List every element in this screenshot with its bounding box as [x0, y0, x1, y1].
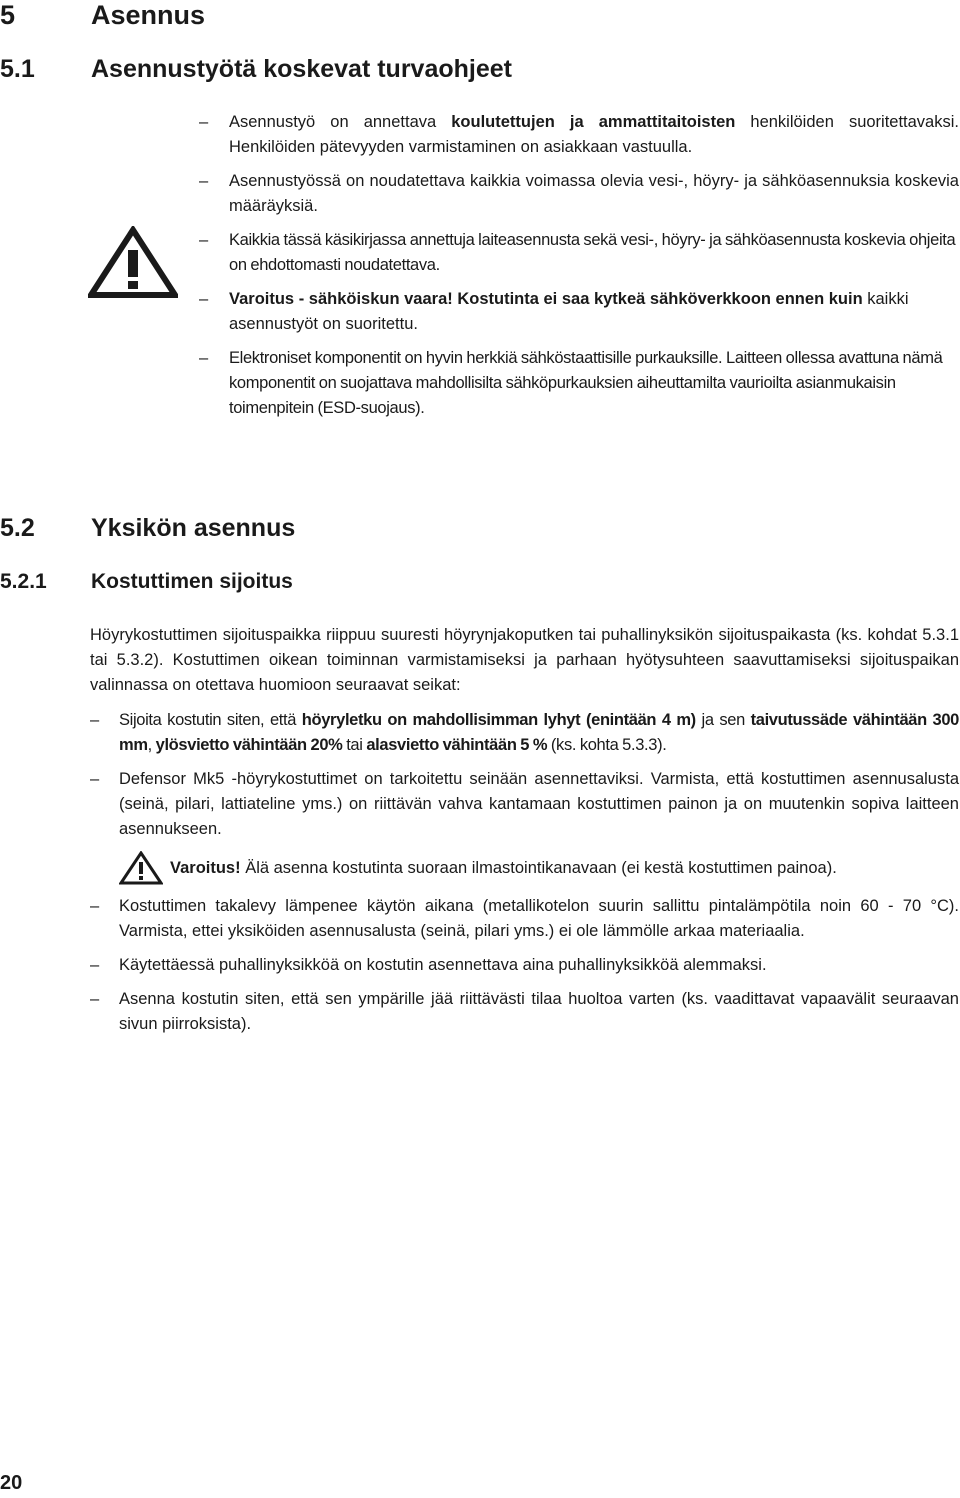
- section-number: 5.1: [0, 55, 35, 83]
- list-item: [90, 987, 959, 1037]
- section-number: 5.2.1: [0, 570, 47, 593]
- list-dash: –: [199, 113, 209, 131]
- section-title: Asennustyötä koskevat turvaohjeet: [91, 55, 512, 83]
- item-bold-text: Varoitus - sähköiskun vaara! Kostutinta ei saa kytkeä sähköverkkoon ennen kuin: [229, 290, 863, 308]
- section-number: 5.2: [0, 514, 35, 542]
- warning-note: [90, 851, 959, 885]
- list-dash: –: [90, 711, 99, 729]
- list-item: [199, 346, 959, 421]
- warning-label: Varoitus!: [170, 858, 241, 877]
- item-text: Käytettäessä puhallinyksikköä on kostutin asennettava aina puhallinyksikköä alemmaksi.: [119, 956, 767, 974]
- heading-section-5-2: [0, 513, 500, 543]
- list-item: [199, 169, 959, 219]
- heading-section-5: [0, 0, 400, 30]
- list-item: [199, 228, 959, 278]
- item-text: Sijoita kostutin siten, että: [119, 711, 302, 729]
- item-text: Asenna kostutin siten, että sen ympärille jää riittävästi tilaa huoltoa varten (ks. vaadittavat vapaavälit seuraavan sivun piirroksista).: [119, 990, 959, 1033]
- list-item: [90, 767, 959, 842]
- warning-triangle-icon: [88, 226, 178, 298]
- section-title: Asennus: [91, 0, 206, 30]
- item-text: kaikki asennustyöt on suoritettu.: [229, 290, 909, 333]
- section-number: 5: [0, 0, 16, 30]
- list-dash: –: [90, 990, 100, 1008]
- item-text: Kostuttimen takalevy lämpenee käytön aikana (metallikotelon suurin sallittu pintalämpötila noin 60 - 70 °C). Varmista, ettei yksiköiden asennusalusta (seinä, pilari yms.) ei ole lämmölle arkaa materiaalia.: [119, 897, 959, 940]
- item-text: ja sen: [695, 711, 751, 729]
- item-text: Kaikkia tässä käsikirjassa annettuja laiteasennusta sekä vesi-, höyry- ja sähköasennusta koskevia ohjeita on ehdottomasti noudatettava.: [229, 231, 956, 274]
- item-bold-text: ylösvietto vähintään 20%: [155, 736, 343, 754]
- warning-text: Älä asenna kostutinta suoraan ilmastointikanavaan (ei kestä kostuttimen painoa).: [240, 858, 837, 877]
- list-dash: –: [199, 231, 208, 249]
- item-bold-text: koulutettujen ja ammattitaitoisten: [451, 113, 736, 131]
- item-text: Defensor Mk5 -höyrykostuttimet on tarkoitettu seinään asennettaviksi. Varmista, että kostuttimen asennusalusta (seinä, pilari, lattiateline yms.) on riittävän vahva kantamaan kostuttimen painon ja on muutenkin sopiva laitteen asennukseen.: [119, 770, 959, 838]
- list-item: [199, 287, 959, 337]
- list-dash: –: [90, 956, 100, 974]
- list-dash: –: [199, 290, 209, 308]
- list-dash: –: [90, 770, 100, 788]
- item-bold-text: taivutussäde vähintään 300 mm: [119, 711, 959, 754]
- item-text: Asennustyö on annettava: [229, 113, 452, 131]
- list-dash: –: [199, 172, 209, 190]
- intro-paragraph: Höyrykostuttimen sijoituspaikka riippuu suuresti höyrynjakoputken tai puhallinyksikön sijoituspaikasta (ks. kohdat 5.3.1 tai 5.3.2). Kostuttimen oikean toiminnan varmistamiseksi ja parhaan hyötysuhteen saavuttamiseksi sijoituspaikan valinnassa on otettava huomioon seuraavat seikat:: [90, 626, 959, 694]
- item-text: Asennustyössä on noudatettava kaikkia voimassa olevia vesi-, höyry- ja sähköasennuksia koskevia määräyksiä.: [229, 172, 959, 215]
- item-bold-text: höyryletku on mahdollisimman lyhyt (enintään 4 m): [301, 711, 696, 729]
- list-item: [90, 708, 959, 758]
- list-item: [90, 953, 959, 978]
- item-text: Elektroniset komponentit on hyvin herkkiä sähköstaattisille purkauksille. Laitteen ollessa avattuna nämä komponentit on suojattava mahdollisilta sähköpurkauksien aiheuttamilta vaurioilta asianmukaisin toimenpitein (ESD-suojaus).: [229, 349, 943, 417]
- placement-list: [90, 708, 959, 1037]
- page-number: 20: [0, 1472, 23, 1494]
- list-dash: –: [199, 349, 208, 367]
- heading-section-5-1: [0, 54, 700, 84]
- list-item: [199, 110, 959, 160]
- safety-instructions-list: [199, 110, 959, 430]
- section-title: Kostuttimen sijoitus: [91, 570, 293, 593]
- item-text: tai: [342, 736, 367, 754]
- warning-triangle-icon: [119, 851, 163, 885]
- item-bold-text: alasvietto vähintään 5 %: [366, 736, 548, 754]
- list-item: [90, 894, 959, 944]
- item-text: ,: [147, 736, 156, 754]
- list-dash: –: [90, 897, 100, 915]
- item-text: (ks. kohta 5.3.3).: [547, 736, 667, 754]
- section-title: Yksikön asennus: [91, 514, 296, 542]
- item-text: henkilöiden suoritettavaksi. Henkilöiden pätevyyden varmistaminen on asiakkaan vastuulla.: [229, 113, 959, 156]
- heading-section-5-2-1: [0, 569, 500, 595]
